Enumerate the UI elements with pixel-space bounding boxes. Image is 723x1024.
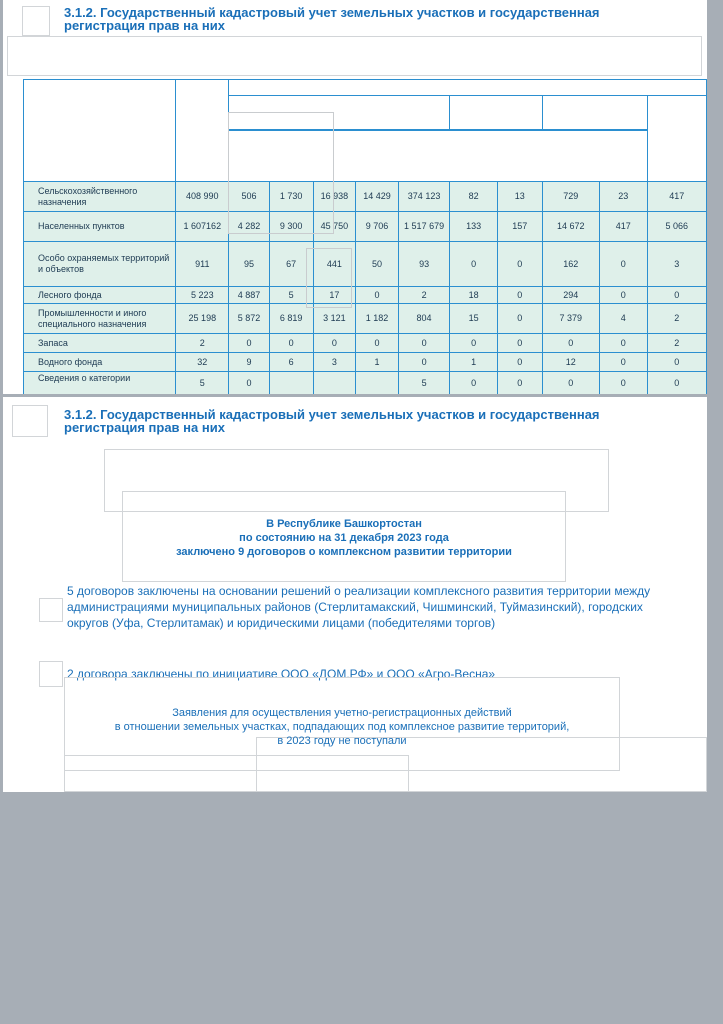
table-cell: 1	[356, 353, 399, 372]
table-cell: 729	[542, 182, 599, 212]
summary-line: заключено 9 договоров о комплексном развитии территории	[176, 546, 512, 558]
table-cell: 16 938	[313, 182, 356, 212]
table-cell: 2	[176, 334, 229, 353]
decorative-frame	[7, 36, 702, 76]
summary-line: по состоянию на 31 декабря 2023 года	[239, 532, 449, 544]
table-cell: 93	[398, 242, 450, 287]
table-cell: 7 379	[542, 304, 599, 334]
bullet-box	[39, 661, 63, 687]
decorative-frame	[22, 6, 50, 36]
table-header-cell	[176, 80, 229, 182]
table-cell: 157	[497, 212, 542, 242]
table-cell: 1 517 679	[398, 212, 450, 242]
table-cell: 4	[599, 304, 647, 334]
table-row	[24, 372, 707, 395]
table-cell: 0	[599, 287, 647, 304]
table-cell: 0	[497, 353, 542, 372]
table-row	[24, 212, 707, 242]
bullet-box	[39, 598, 63, 622]
table-row	[24, 242, 707, 287]
table-cell: 0	[450, 372, 498, 395]
table-cell: 0	[542, 334, 599, 353]
slide-1-title: 3.1.2. Государственный кадастровый учет земельных участков и государственная регистрация прав на них	[64, 5, 600, 33]
table-cell: 0	[497, 287, 542, 304]
paragraph-agreements: 5 договоров заключены на основании решений о реализации комплексного развития территории между администрациями муниципальных районов (Стерлитамакский, Чишминский, Туймазинский), городских округов (Уфа, Стерлитамак) и юридическими лицами (победителями торгов)	[67, 584, 651, 630]
paragraph-initiative: 2 договора заключены по инициативе ООО «ДОМ.РФ» и ООО «Агро-Весна»	[67, 667, 496, 681]
table-cell: 5	[269, 287, 313, 304]
table-header-cell	[450, 96, 542, 130]
note-line: в 2023 году не поступали	[277, 735, 407, 747]
table-cell: 17	[313, 287, 356, 304]
table-cell: 5 223	[176, 287, 229, 304]
table-cell: 0	[599, 372, 647, 395]
note-line: в отношении земельных участках, подпадающих под комплексное развитие территорий,	[114, 721, 570, 733]
summary-line: В Республике Башкортостан	[266, 518, 422, 530]
table-row	[24, 353, 707, 372]
slide-1	[3, 0, 707, 394]
table-cell: 0	[497, 304, 542, 334]
table-cell: 23	[599, 182, 647, 212]
table-cell: 25 198	[176, 304, 229, 334]
table-cell: 4 887	[229, 287, 270, 304]
table-header-cell	[229, 80, 707, 96]
table-cell: 1 607162	[176, 212, 229, 242]
table-cell: 408 990	[176, 182, 229, 212]
table-cell: 0	[356, 287, 399, 304]
table-cell: 1 182	[356, 304, 399, 334]
table-cell: 14 429	[356, 182, 399, 212]
decorative-frame	[228, 112, 334, 234]
decorative-frame	[12, 405, 48, 437]
table-cell: 14 672	[542, 212, 599, 242]
table-cell: 0	[599, 353, 647, 372]
row-category: Особо охраняемых территорий и объектов	[24, 242, 176, 287]
row-category: Запаса	[24, 334, 176, 353]
table-cell: 3	[313, 353, 356, 372]
table-cell: 0	[229, 372, 270, 395]
table-cell: 9 706	[356, 212, 399, 242]
table-cell: 95	[229, 242, 270, 287]
table-cell: 9	[229, 353, 270, 372]
table-cell: 0	[398, 334, 450, 353]
slide-2-title: 3.1.2. Государственный кадастровый учет земельных участков и государственная регистрация прав на них	[64, 407, 600, 435]
table-cell: 417	[599, 212, 647, 242]
table-cell: 133	[450, 212, 498, 242]
table-cell: 0	[450, 242, 498, 287]
table-cell: 6	[269, 353, 313, 372]
decorative-frame	[64, 755, 409, 792]
table-cell: 82	[450, 182, 498, 212]
kpt-summary	[122, 517, 566, 559]
table-cell: 3	[647, 242, 706, 287]
table-cell: 0	[599, 242, 647, 287]
table-row	[24, 304, 707, 334]
row-category: Лесного фонда	[24, 287, 176, 304]
table-cell: 45 750	[313, 212, 356, 242]
table-cell: 0	[647, 287, 706, 304]
table-cell: 2	[647, 304, 706, 334]
row-category: Промышленности и иного специального назначения	[24, 304, 176, 334]
table-cell	[313, 372, 356, 395]
table-cell: 0	[398, 353, 450, 372]
table-header-cell	[24, 80, 176, 182]
table-header-cell	[542, 96, 647, 130]
table-cell: 0	[647, 372, 706, 395]
table-cell: 12	[542, 353, 599, 372]
table-cell: 1	[450, 353, 498, 372]
land-category-table	[23, 79, 707, 394]
table-cell: 0	[356, 334, 399, 353]
table-cell: 1 730	[269, 182, 313, 212]
table-cell: 18	[450, 287, 498, 304]
table-header-cell	[647, 96, 706, 182]
table-cell: 2	[647, 334, 706, 353]
table-cell: 67	[269, 242, 313, 287]
table-cell: 0	[647, 353, 706, 372]
table-cell: 9 300	[269, 212, 313, 242]
decorative-frame	[306, 248, 352, 308]
table-cell: 32	[176, 353, 229, 372]
table-cell: 50	[356, 242, 399, 287]
table-cell: 6 819	[269, 304, 313, 334]
table-cell: 0	[599, 334, 647, 353]
note-no-applications	[64, 706, 620, 748]
table-cell: 5	[398, 372, 450, 395]
row-category: Населенных пунктов	[24, 212, 176, 242]
table-cell: 804	[398, 304, 450, 334]
table-cell: 5 066	[647, 212, 706, 242]
table-row	[24, 334, 707, 353]
table-row	[24, 287, 707, 304]
table-cell: 374 123	[398, 182, 450, 212]
table-cell: 0	[313, 334, 356, 353]
table-cell: 15	[450, 304, 498, 334]
table-cell: 506	[229, 182, 270, 212]
table-cell: 0	[269, 334, 313, 353]
table-cell: 0	[229, 334, 270, 353]
table-cell: 13	[497, 182, 542, 212]
table-cell: 0	[497, 372, 542, 395]
table-cell	[356, 372, 399, 395]
table-cell: 5	[176, 372, 229, 395]
table-cell: 2	[398, 287, 450, 304]
table-cell: 911	[176, 242, 229, 287]
slide-2	[3, 397, 707, 792]
table-cell: 294	[542, 287, 599, 304]
note-line: Заявления для осуществления учетно-регистрационных действий	[172, 707, 512, 719]
table-cell	[269, 372, 313, 395]
table-cell: 5 872	[229, 304, 270, 334]
table-cell: 3 121	[313, 304, 356, 334]
table-cell: 0	[450, 334, 498, 353]
table-cell: 0	[497, 242, 542, 287]
table-cell: 417	[647, 182, 706, 212]
table-row	[24, 182, 707, 212]
table-cell: 4 282	[229, 212, 270, 242]
table-cell: 0	[497, 334, 542, 353]
table-cell: 441	[313, 242, 356, 287]
row-category: Сельскохозяйственного назначения	[24, 182, 176, 212]
row-category: Водного фонда	[24, 353, 176, 372]
row-category: Сведения о категории	[24, 372, 176, 395]
table-cell: 162	[542, 242, 599, 287]
table-cell: 0	[542, 372, 599, 395]
